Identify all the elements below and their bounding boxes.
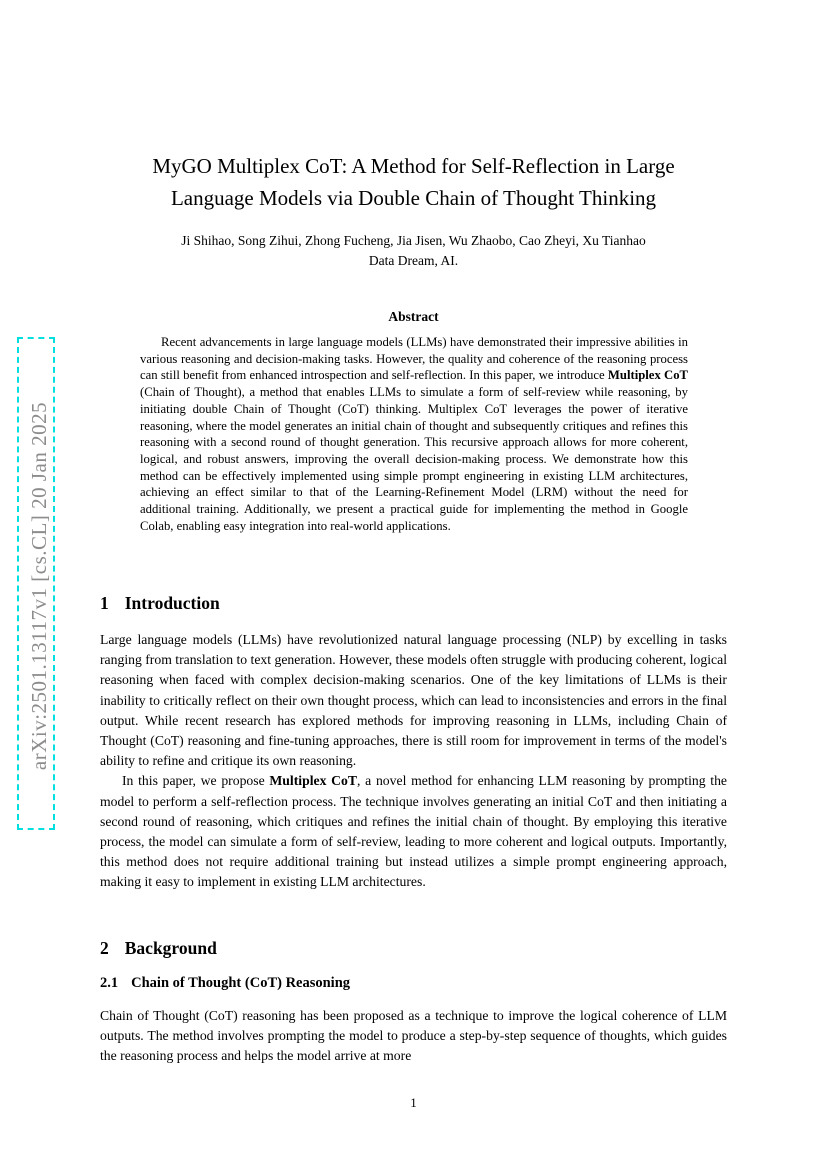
abstract-paragraph: Recent advancements in large language models (LLMs) have demonstrated their impressive abilities in various reasoning and decision-making tasks. However, the quality and coherence of the reasoning process can still benefit from enhanced introspection and self-reflection. In this paper, we introduce Multiplex CoT (Chain of Thought), a method that enables LLMs to simulate a form of self-review while reasoning, by initiating double Chain of Thought (CoT) thinking. Multiplex CoT leverages the power of iterative reasoning, where the model generates an initial chain of thought and subsequently critiques and refines this reasoning with a second round of thought generation. This recursive approach allows for more coherent, logical, and robust answers, improving the overall decision-making process. We demonstrate how this method can be effectively implemented using simple prompt engineering in existing LLM architectures, achieving an effect similar to that of the Learning-Refinement Model (LRM) without the need for additional training. Additionally, we present a practical guide for implementing the method in Google Colab, enabling easy integration into real-world applications.: [140, 335, 688, 533]
section-number: 1: [100, 593, 109, 613]
section-title: Introduction: [124, 593, 220, 613]
introduction-text: [100, 630, 727, 893]
subsection-number: 2.1: [100, 975, 119, 991]
intro-paragraph-2: In this paper, we propose Multiplex CoT, a novel method for enhancing LLM reasoning by prompting the model to perform a self-reflection process. The technique involves generating an initial CoT and then initiating a second round of reasoning, which critiques and refines the initial chain of thought. By employing this iterative process, the model can simulate a form of self-review, leading to more coherent and logical outputs. Importantly, this method does not require additional training but instead utilizes a simple prompt engineering approach, making it easy to implement in existing LLM architectures.: [100, 773, 728, 890]
paper-title-line-2: Language Models via Double Chain of Thought Thinking: [170, 185, 657, 210]
authors-line: Ji Shihao, Song Zihui, Zhong Fucheng, Jia Jisen, Wu Zhaobo, Cao Zheyi, Xu Tianhao: [181, 233, 646, 248]
background-text: [100, 1006, 727, 1067]
section-title: Background: [124, 938, 217, 958]
arxiv-watermark: arXiv:2501.13117v1 [cs.CL] 20 Jan 2025: [27, 401, 51, 771]
section-heading-background: [100, 937, 727, 959]
author-block: [0, 231, 827, 270]
page-number: 1: [410, 1095, 417, 1110]
subsection-heading-cot-reasoning: [100, 974, 727, 993]
affiliation-line: Data Dream, AI.: [368, 252, 459, 268]
section-number: 2: [100, 938, 109, 958]
background-paragraph-1: Chain of Thought (CoT) reasoning has been proposed as a technique to improve the logical coherence of LLM outputs. The method involves prompting the model to produce a step-by-step sequence of thoughts, which guides the reasoning process and helps the model arrive at more: [100, 1008, 727, 1064]
paper-title-line-1: MyGO Multiplex CoT: A Method for Self-Reflection in Large: [152, 154, 675, 178]
subsection-title: Chain of Thought (CoT) Reasoning: [131, 975, 351, 991]
section-heading-introduction: [100, 592, 727, 614]
abstract-body: [140, 334, 688, 534]
abstract-heading: Abstract: [388, 309, 439, 324]
paper-title: [0, 151, 827, 214]
intro-paragraph-1: Large language models (LLMs) have revolutionized natural language processing (NLP) by excelling in tasks ranging from translation to text generation. However, these models often struggle with producing coherent, logical reasoning when faced with complex decision-making scenarios. One of the key limitations of LLMs is their inability to critically reflect on their own thought process, which can lead to inconsistencies and errors in the final output. While recent research has explored methods for improving reasoning in LLMs, including Chain of Thought (CoT) reasoning and fine-tuning approaches, there is still room for improvement in terms of the model's ability to refine and critique its own reasoning.: [100, 632, 727, 769]
